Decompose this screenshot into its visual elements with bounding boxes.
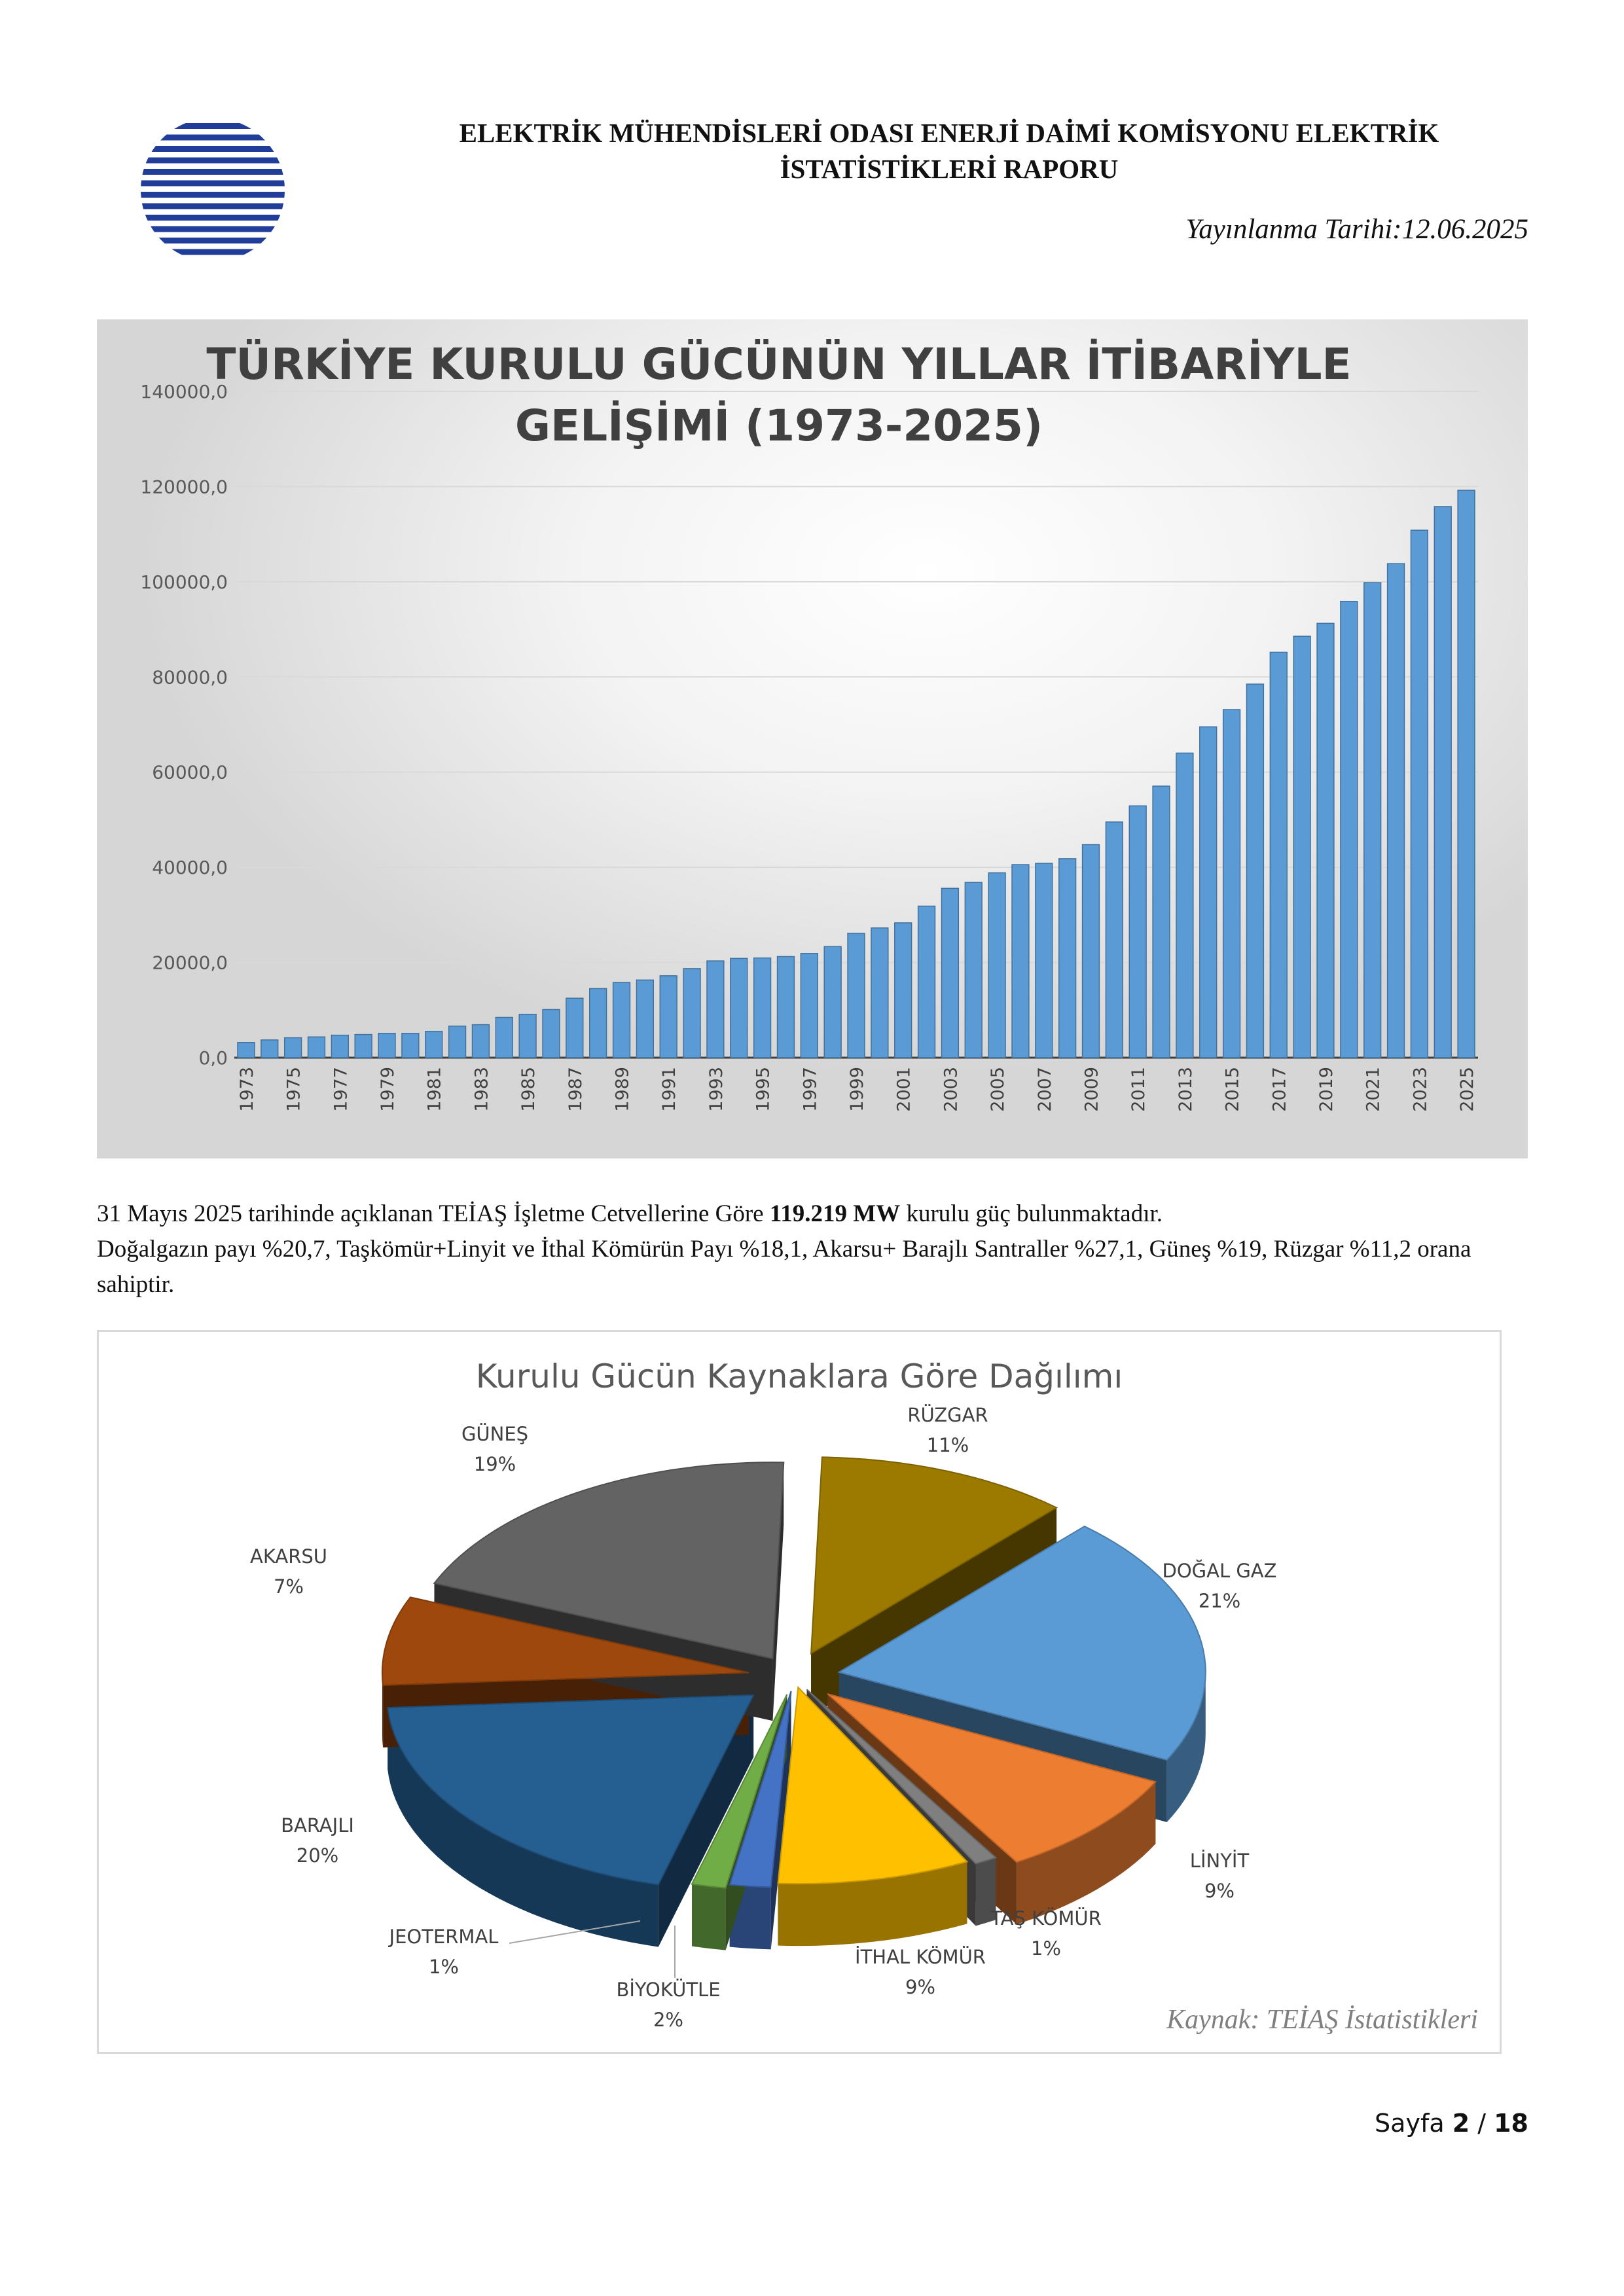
logo-stripe <box>131 249 301 255</box>
pie-label-name: TAŞ KÖMÜR <box>990 1907 1102 1929</box>
bar-1991 <box>660 976 677 1058</box>
pie-label-name: BİYOKÜTLE <box>616 1979 721 2001</box>
bar-2016 <box>1247 684 1264 1058</box>
bar-2004 <box>965 882 982 1058</box>
bar-2014 <box>1200 726 1217 1058</box>
page-separator: / <box>1470 2109 1494 2138</box>
bar-2009 <box>1083 845 1100 1058</box>
logo-stripe <box>131 181 301 187</box>
emo-logo-icon <box>118 105 314 268</box>
bar-1976 <box>308 1037 325 1058</box>
x-tick-label: 2009 <box>1081 1067 1102 1112</box>
x-tick-label: 1985 <box>518 1067 539 1112</box>
bar-1981 <box>425 1031 442 1058</box>
bar-1994 <box>731 958 748 1058</box>
bar-1980 <box>402 1033 419 1058</box>
x-tick-label: 2007 <box>1034 1067 1055 1112</box>
pie-label-name: RÜZGAR <box>907 1404 988 1426</box>
logo-stripe <box>131 215 301 221</box>
logo-stripe <box>131 135 301 141</box>
logo-stripe <box>131 204 301 209</box>
x-tick-label: 1977 <box>331 1067 352 1112</box>
x-tick-label: 2017 <box>1269 1067 1290 1112</box>
x-tick-label: 1973 <box>236 1067 257 1112</box>
bar-2022 <box>1388 564 1405 1058</box>
pie-label-percent: 11% <box>926 1434 969 1456</box>
intro-paragraph <box>97 1196 1537 1302</box>
x-tick-label: 2015 <box>1222 1067 1243 1112</box>
bar-2003 <box>941 888 958 1058</box>
intro-line-1 <box>97 1196 1537 1232</box>
logo-stripe <box>131 146 301 152</box>
bar-2021 <box>1364 583 1381 1058</box>
bar-2010 <box>1106 822 1123 1058</box>
bar-1999 <box>848 933 865 1058</box>
installed-power-value: 119.219 MW <box>769 1200 901 1227</box>
bar-2012 <box>1153 786 1170 1058</box>
x-tick-label: 1993 <box>706 1067 727 1112</box>
bar-1979 <box>378 1033 395 1058</box>
bar-1973 <box>238 1043 255 1058</box>
page-total: 18 <box>1494 2109 1528 2138</box>
x-tick-label: 2021 <box>1363 1067 1384 1112</box>
pie-label-percent: 9% <box>905 1976 936 1998</box>
x-tick-label: 1999 <box>847 1067 867 1112</box>
pie-label-percent: 1% <box>428 1956 460 1978</box>
bar-2002 <box>918 906 935 1058</box>
pie-label-percent: 20% <box>296 1844 339 1867</box>
pie-label-name: LİNYİT <box>1189 1850 1250 1872</box>
bar-1989 <box>613 982 630 1058</box>
bar-1992 <box>683 969 700 1058</box>
y-tick-label: 80000,0 <box>152 666 228 689</box>
bar-1984 <box>496 1017 513 1058</box>
bar-2011 <box>1129 806 1146 1058</box>
pie-label-name: BARAJLI <box>281 1814 354 1837</box>
x-tick-label: 1987 <box>565 1067 586 1112</box>
pie-chart <box>97 1330 1502 2054</box>
bar-1996 <box>778 956 795 1058</box>
x-tick-label: 2023 <box>1410 1067 1431 1112</box>
x-tick-label: 1979 <box>378 1067 399 1112</box>
bar-1998 <box>824 946 841 1058</box>
pie-label-percent: 21% <box>1198 1590 1241 1612</box>
bar-2019 <box>1317 623 1334 1058</box>
logo-stripe <box>131 123 301 129</box>
x-tick-label: 1991 <box>659 1067 680 1112</box>
x-tick-label: 1981 <box>424 1067 445 1112</box>
intro-line-2: Doğalgazın payı %20,7, Taşkömür+Linyit ve İthal Kömürün Payı %18,1, Akarsu+ Barajlı Santraller %27,1, Güneş %19, Rüzgar %11,2 orana sahiptir. <box>97 1236 1471 1298</box>
x-tick-label: 1997 <box>800 1067 821 1112</box>
bar-2007 <box>1036 863 1053 1058</box>
x-tick-label: 1975 <box>283 1067 304 1112</box>
logo-stripe <box>131 238 301 243</box>
bar-2020 <box>1341 601 1358 1058</box>
bar-1995 <box>754 958 771 1058</box>
bar-1990 <box>636 980 653 1058</box>
x-tick-label: 2011 <box>1128 1067 1149 1112</box>
bar-2025 <box>1458 490 1475 1058</box>
pie-label-percent: 9% <box>1204 1880 1235 1902</box>
pie-label-percent: 19% <box>473 1453 516 1475</box>
bar-1983 <box>473 1025 490 1058</box>
bar-1985 <box>519 1014 536 1058</box>
pie-label-name: İTHAL KÖMÜR <box>855 1946 986 1968</box>
bar-1982 <box>449 1026 466 1058</box>
pie-label-name: DOĞAL GAZ <box>1162 1560 1277 1582</box>
logo-stripe <box>131 158 301 164</box>
y-tick-label: 60000,0 <box>152 761 228 783</box>
bar-2017 <box>1270 652 1287 1058</box>
pie-rim-6 <box>692 1884 726 1950</box>
bar-1977 <box>331 1035 348 1058</box>
bar-1986 <box>543 1009 560 1058</box>
x-tick-label: 2025 <box>1457 1067 1478 1112</box>
pie-label-name: GÜNEŞ <box>461 1423 529 1445</box>
bar-chart <box>97 319 1528 1158</box>
pie-label-percent: 7% <box>273 1575 304 1598</box>
bar-1975 <box>285 1038 302 1058</box>
x-tick-label: 2005 <box>988 1067 1009 1112</box>
logo-stripe <box>131 192 301 198</box>
bar-2001 <box>895 923 912 1058</box>
x-tick-label: 2003 <box>941 1067 962 1112</box>
page-word: Sayfa <box>1375 2109 1453 2138</box>
page-current: 2 <box>1452 2109 1470 2138</box>
bar-2000 <box>871 928 888 1058</box>
y-tick-label: 100000,0 <box>140 571 228 593</box>
bar-1978 <box>355 1035 372 1058</box>
x-tick-label: 2001 <box>893 1067 914 1112</box>
x-tick-label: 1983 <box>471 1067 492 1112</box>
bar-1987 <box>566 998 583 1058</box>
publish-date: Yayınlanma Tarihi:12.06.2025 <box>1185 214 1528 245</box>
bar-2008 <box>1059 859 1076 1058</box>
y-tick-label: 20000,0 <box>152 952 228 974</box>
logo-stripe <box>131 226 301 232</box>
bar-2005 <box>988 873 1005 1058</box>
bar-1974 <box>261 1040 278 1058</box>
x-tick-label: 1995 <box>753 1067 774 1112</box>
bar-1993 <box>707 961 724 1058</box>
x-tick-label: 2019 <box>1316 1067 1337 1112</box>
report-title: ELEKTRİK MÜHENDİSLERİ ODASI ENERJİ DAİMİ KOMİSYONU ELEKTRİK İSTATİSTİKLERİ RAPORU <box>459 118 1439 184</box>
bar-2015 <box>1223 709 1240 1058</box>
y-tick-label: 120000,0 <box>140 476 228 498</box>
bar-chart-title: TÜRKİYE KURULU GÜCÜNÜN YILLAR İTİBARİYLE GELİŞİMİ (1973-2025) <box>206 339 1352 451</box>
bar-2013 <box>1176 753 1193 1058</box>
pie-label-percent: 1% <box>1030 1937 1062 1960</box>
y-tick-label: 0,0 <box>198 1047 228 1069</box>
x-tick-label: 1989 <box>612 1067 633 1112</box>
pie-source-note: Kaynak: TEİAŞ İstatistikleri <box>1166 2005 1478 2035</box>
pie-label-percent: 2% <box>653 2009 684 2031</box>
logo-stripe <box>131 169 301 175</box>
bar-2024 <box>1434 507 1451 1058</box>
pie-chart-title: Kurulu Gücün Kaynaklara Göre Dağılımı <box>475 1357 1123 1395</box>
bar-2023 <box>1411 530 1428 1058</box>
intro-text-before: 31 Mayıs 2025 tarihinde açıklanan TEİAŞ İşletme Cetvellerine Göre <box>97 1200 770 1227</box>
bar-2018 <box>1293 636 1310 1058</box>
y-tick-label: 40000,0 <box>152 857 228 879</box>
bar-1988 <box>590 988 607 1058</box>
intro-text-after: kurulu güç bulunmaktadır. <box>900 1200 1163 1227</box>
pie-tops <box>382 1457 1206 1888</box>
pie-label-name: AKARSU <box>250 1545 327 1568</box>
pie-label-name: JEOTERMAL <box>389 1926 499 1948</box>
bar-1997 <box>801 954 818 1058</box>
emo-logo-graphic <box>118 105 314 268</box>
x-tick-label: 2013 <box>1175 1067 1196 1112</box>
page-number <box>1375 2109 1528 2138</box>
y-tick-label: 140000,0 <box>140 381 228 403</box>
bar-2006 <box>1012 865 1029 1058</box>
